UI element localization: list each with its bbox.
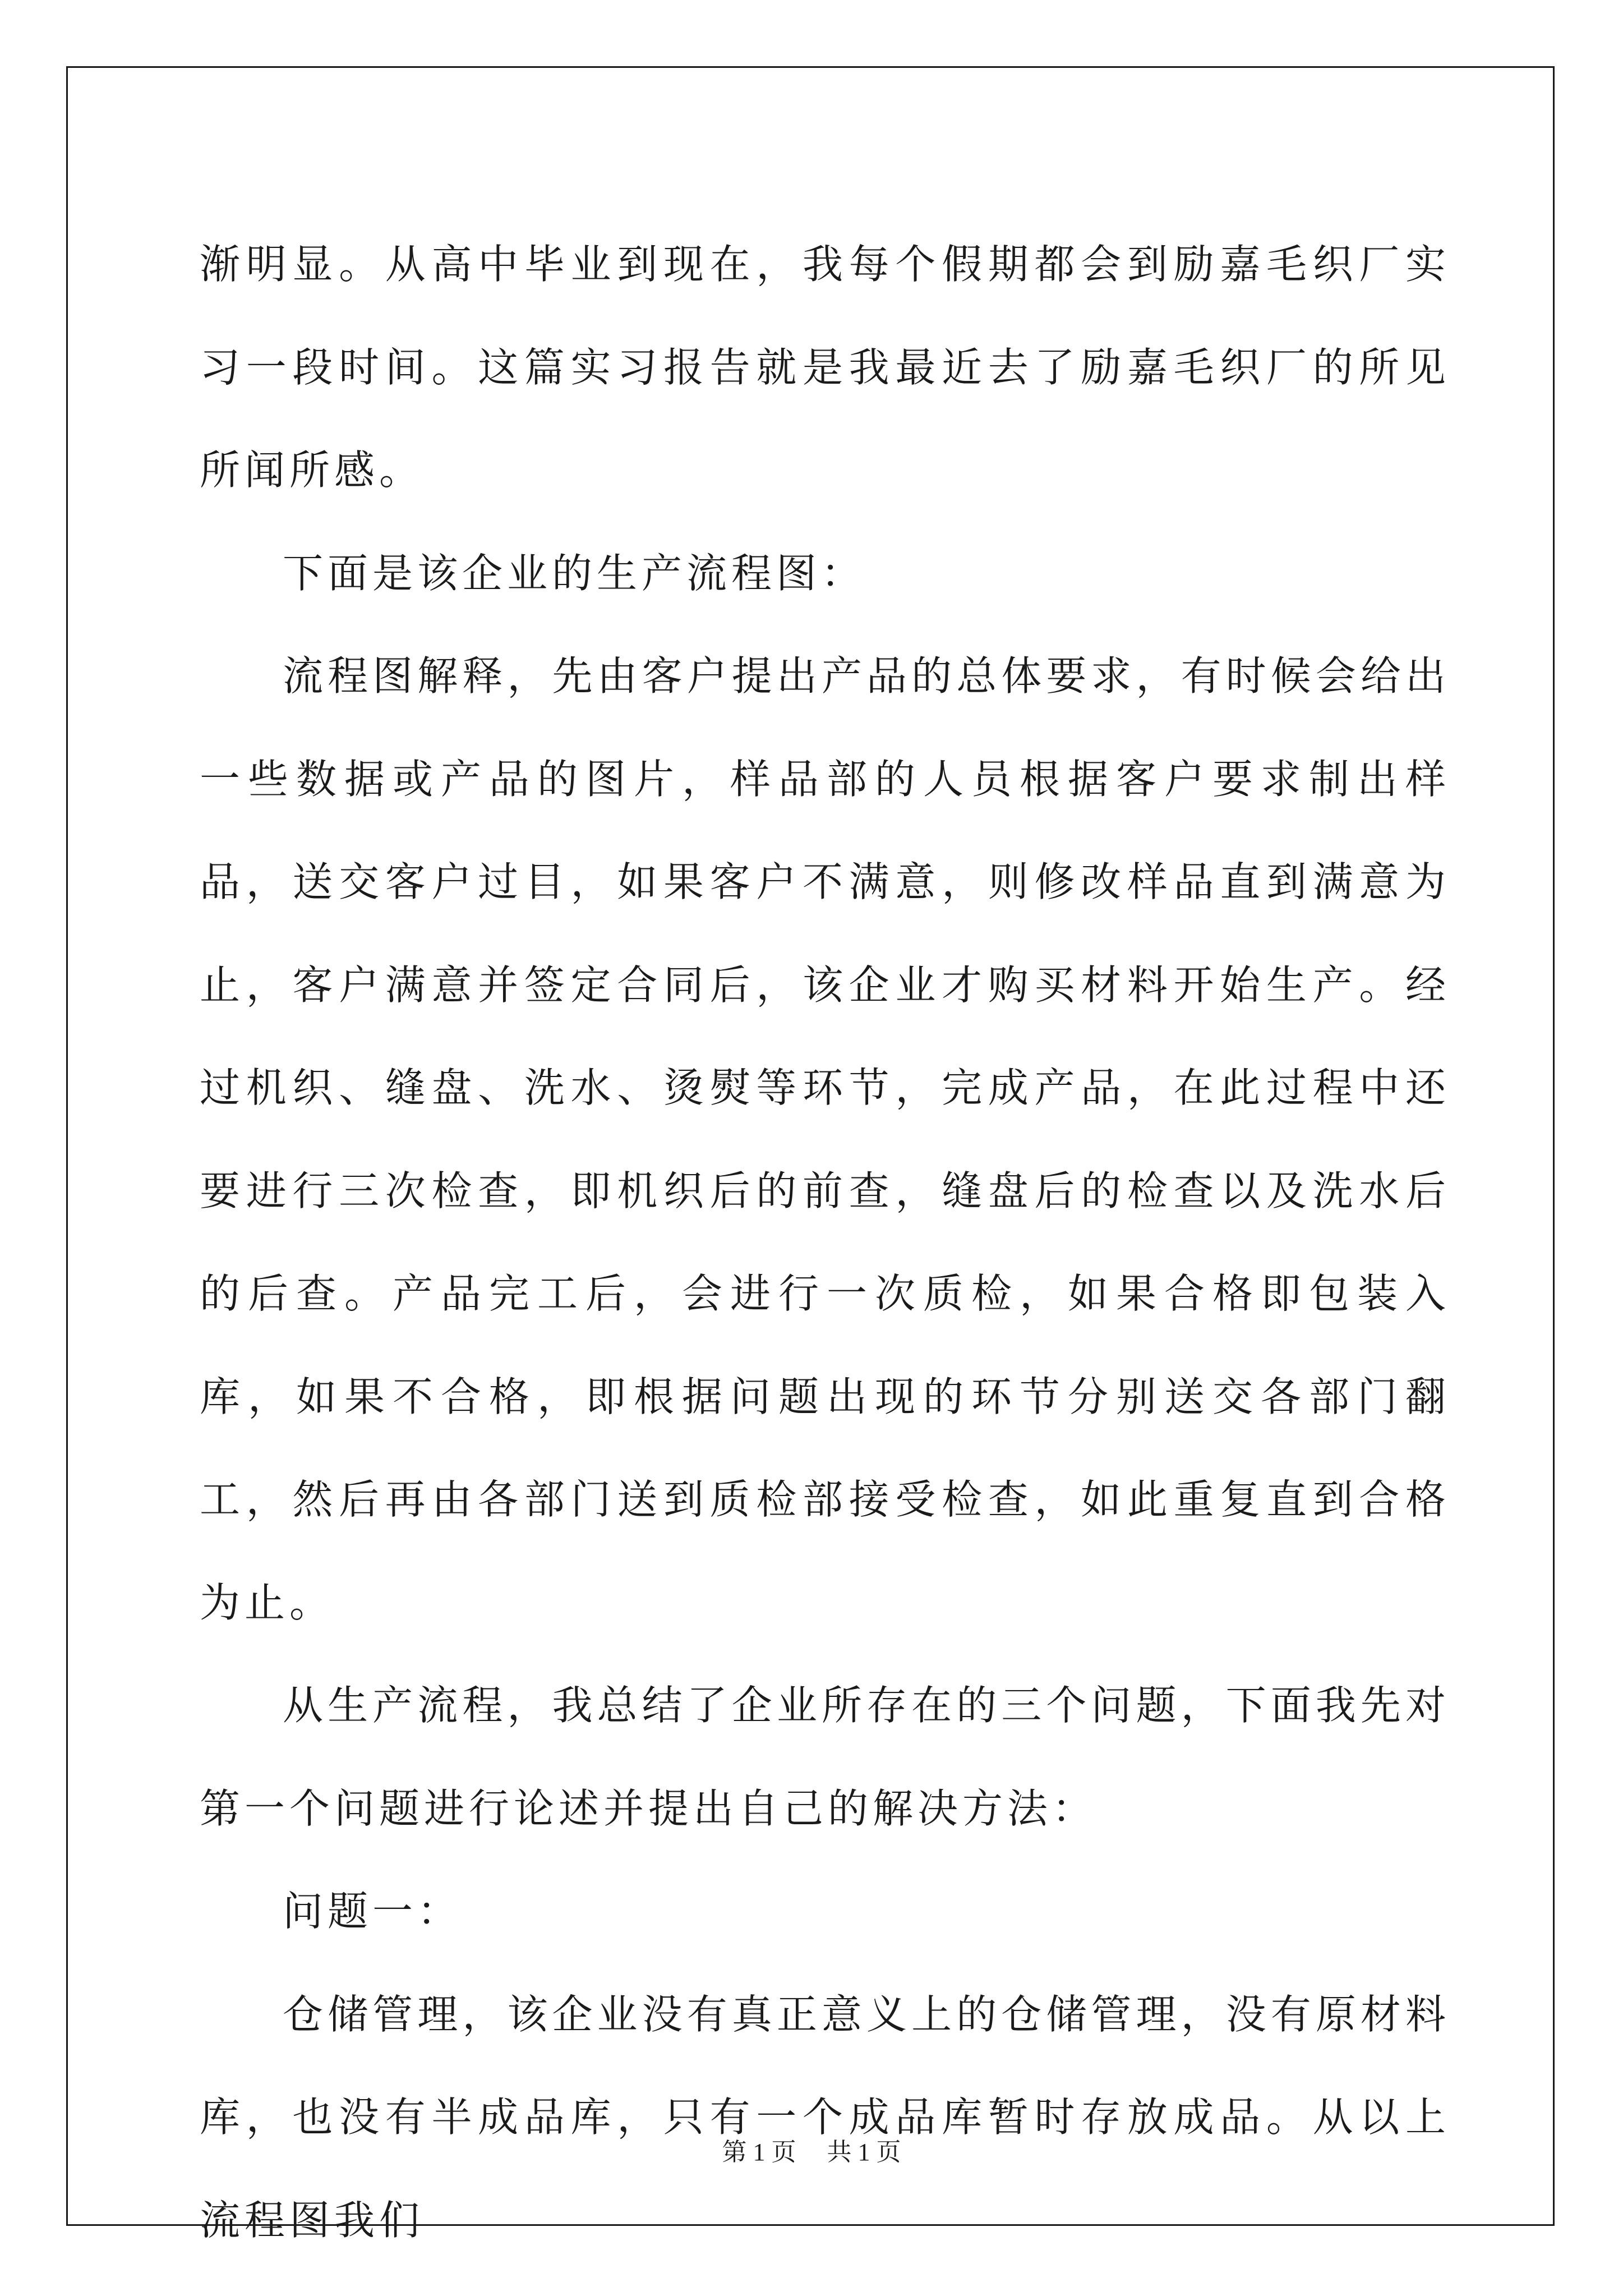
- page-number: 第 1 页: [722, 2138, 796, 2166]
- paragraph-1: 渐明显。从高中毕业到现在，我每个假期都会到励嘉毛织厂实习一段时间。这篇实习报告就是我最近去了励嘉毛织厂的所见所闻所感。: [200, 241, 1450, 494]
- paragraph-2: 下面是该企业的生产流程图：: [283, 549, 866, 597]
- paragraph-6: 仓储管理，该企业没有真正意义上的仓储管理，没有原材料库，也没有半成品库，只有一个成品库暂时存放成品。从以上流程图我们: [200, 1990, 1450, 2244]
- paragraph-5: 问题一：: [283, 1888, 463, 1935]
- paragraph-4: 从生产流程，我总结了企业所存在的三个问题，下面我先对第一个问题进行论述并提出自己的解决方法：: [200, 1682, 1450, 1832]
- page-total: 共 1 页: [827, 2138, 901, 2166]
- page-footer: [0, 2136, 1623, 2169]
- paragraph-3: 流程图解释，先由客户提出产品的总体要求，有时候会给出一些数据或产品的图片，样品部的人员根据客户要求制出样品，送交客户过目，如果客户不满意，则修改样品直到满意为止，客户满意并签定合同后，该企业才购买材料开始生产。经过机织、缝盘、洗水、烫熨等环节，完成产品，在此过程中还要进行三次检查，即机织后的前查，缝盘后的检查以及洗水后的后查。产品完工后，会进行一次质检，如果合格即包装入库，如果不合格，即根据问题出现的环节分别送交各部门翻工，然后再由各部门送到质检部接受检查，如此重复直到合格为止。: [200, 652, 1450, 1626]
- document-body: [200, 213, 1450, 2272]
